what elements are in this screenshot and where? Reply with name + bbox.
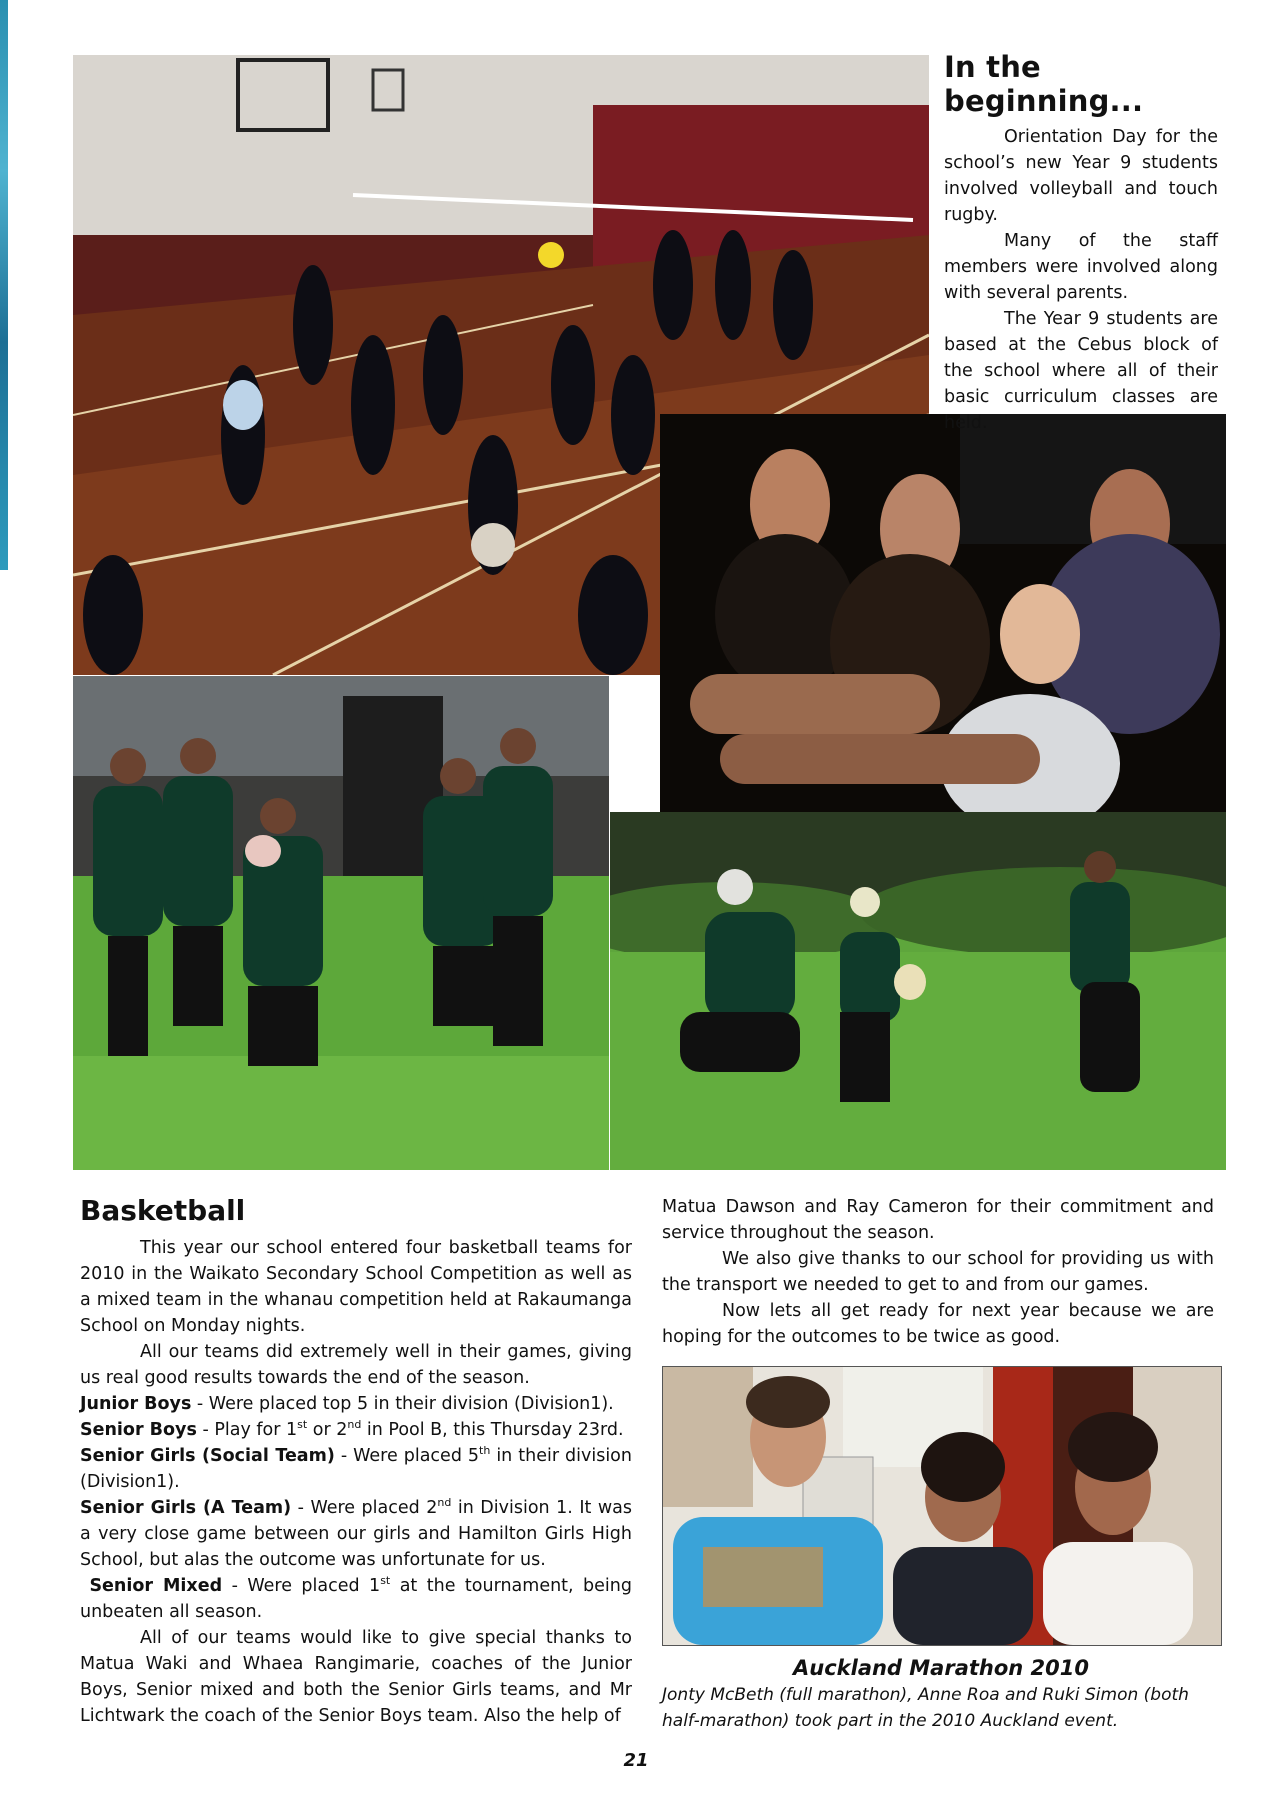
result-junior-boys: [80, 1391, 632, 1417]
ordinal-suffix: nd: [437, 1496, 452, 1510]
photo-touch-rugby-right: [610, 812, 1226, 1170]
result-label: Senior Girls (A Team): [80, 1498, 292, 1518]
result-text: - Play for 1: [196, 1420, 298, 1440]
ordinal-suffix: nd: [347, 1418, 362, 1432]
result-senior-girls-social: [80, 1443, 632, 1495]
photo-staff-and-parents: [660, 414, 1226, 814]
basketball-paragraph: All our teams did extremely well in their games, giving us real good results towards the end of the season.: [80, 1342, 632, 1388]
caption-title: Auckland Marathon 2010: [793, 1656, 1089, 1680]
photo-auckland-marathon-students: [662, 1366, 1222, 1646]
ordinal-suffix: st: [297, 1418, 308, 1432]
result-text: - Were placed top 5 in their division (Division1).: [191, 1394, 614, 1414]
caption-text: Jonty McBeth (full marathon), Anne Roa and Ruki Simon (both half-marathon) took part in the 2010 Auckland event.: [662, 1685, 1189, 1731]
intro-paragraph: Many of the staff members were involved along with several parents.: [944, 231, 1218, 303]
result-text: in Division 1. It was a very close game between our girls and Hamilton Girls High School, but alas the outcome was unfortunate for us.: [80, 1498, 632, 1570]
basketball-paragraph: All of our teams would like to give special thanks to Matua Waki and Whaea Rangimarie, coaches of the Junior Boys, Senior mixed and both the Senior Girls teams, and Mr Lichtwark the coach of the Senior Boys team. Also the help of: [80, 1628, 632, 1726]
result-senior-mixed: [80, 1573, 632, 1625]
intro-paragraph: The Year 9 students are based at the Cebus block of the school where all of their basic curriculum classes are held.: [944, 309, 1218, 433]
intro-title: In the beginning...: [944, 50, 1144, 118]
result-senior-boys: [80, 1417, 632, 1443]
result-text: - Were placed 1: [222, 1576, 381, 1596]
basketball-article-left: [80, 1194, 632, 1729]
basketball-article-right: [662, 1194, 1214, 1350]
page-number: 21: [623, 1750, 649, 1771]
result-text: in their division (Division1).: [80, 1446, 632, 1492]
basketball-paragraph: Now lets all get ready for next year because we are hoping for the outcomes to be twice as good.: [662, 1301, 1214, 1347]
result-text: - Were placed 5: [334, 1446, 480, 1466]
basketball-paragraph: This year our school entered four basketball teams for 2010 in the Waikato Secondary School Competition as well as a mixed team in the whanau competition held at Rakaumanga School on Monday nights.: [80, 1238, 632, 1336]
result-label: Senior Girls (Social Team): [80, 1446, 335, 1466]
intro-paragraph: Orientation Day for the school’s new Year 9 students involved volleyball and touch rugby.: [944, 127, 1218, 225]
result-senior-girls-a: [80, 1495, 632, 1573]
basketball-paragraph: Matua Dawson and Ray Cameron for their commitment and service throughout the season.: [662, 1197, 1214, 1243]
result-text: or 2: [307, 1420, 348, 1440]
basketball-paragraph: We also give thanks to our school for providing us with the transport we needed to get to and from our games.: [662, 1249, 1214, 1295]
result-label: Senior Boys: [80, 1420, 197, 1440]
photo-touch-rugby-left: [73, 676, 609, 1170]
result-text: at the tournament, being unbeaten all season.: [80, 1576, 632, 1622]
basketball-title: Basketball: [80, 1194, 246, 1227]
result-label: Senior Mixed: [89, 1576, 223, 1596]
result-label: Junior Boys: [80, 1394, 192, 1414]
ordinal-suffix: th: [479, 1444, 491, 1458]
intro-section: [944, 50, 1218, 436]
page-edge-strip: [0, 0, 8, 570]
result-text: - Were placed 2: [291, 1498, 438, 1518]
photo-caption: [662, 1656, 1220, 1734]
result-text: in Pool B, this Thursday 23rd.: [361, 1420, 624, 1440]
ordinal-suffix: st: [380, 1574, 391, 1588]
